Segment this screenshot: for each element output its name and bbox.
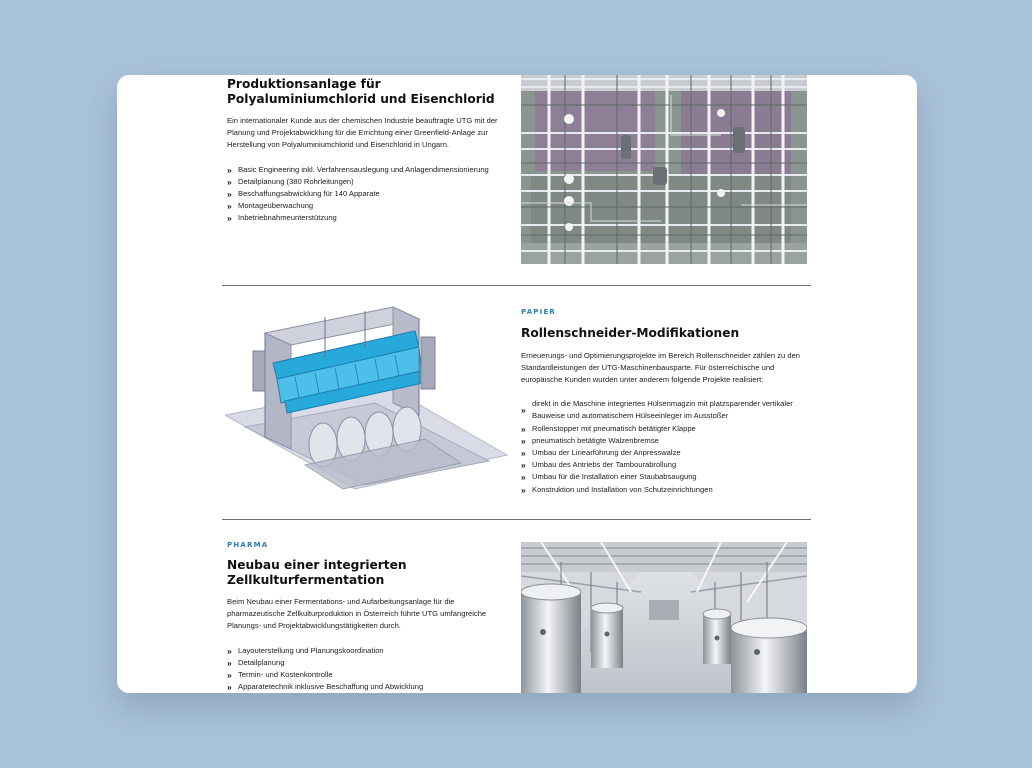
category-label: PHARMA xyxy=(227,541,269,549)
list-item: » Umbau der Linearführung der Anpresswalze xyxy=(521,447,681,458)
chevron-double-right-icon: » xyxy=(521,423,526,434)
list-item: » Apparatetechnik inklusive Beschaffung und Abwicklung xyxy=(227,682,424,693)
list-item: » Konstruktion und Installation von Schutzeinrichtungen xyxy=(521,484,713,495)
list-item: » Termin- und Kostenkontrolle xyxy=(227,670,333,681)
chevron-double-right-icon: » xyxy=(227,657,232,668)
list-item: » Beschaffungsabwicklung für 140 Apparate xyxy=(227,189,380,200)
chevron-double-right-icon: » xyxy=(227,682,232,693)
chevron-double-right-icon: » xyxy=(227,670,232,681)
chevron-double-right-icon: » xyxy=(521,405,526,416)
chevron-double-right-icon: » xyxy=(521,447,526,458)
bullet-list xyxy=(227,164,512,225)
list-item: » direkt in die Maschine integriertes Hülsenmagzin mit platzsparender vertikaler Bauweise und automatischem Hülseeinleger im Ausstoßer xyxy=(521,399,793,421)
chevron-double-right-icon: » xyxy=(521,460,526,471)
chevron-double-right-icon: » xyxy=(521,435,526,446)
section-divider xyxy=(222,285,811,286)
chevron-double-right-icon: » xyxy=(227,213,232,224)
slitter-render-image xyxy=(225,297,515,497)
section-divider xyxy=(222,519,811,520)
list-item: » pneumatisch betätigte Walzenbremse xyxy=(521,435,659,446)
list-item: » Detailplanung xyxy=(227,657,285,668)
chevron-double-right-icon: » xyxy=(227,645,232,656)
section-title: Neubau einer integrierten Zellkulturfermentation xyxy=(227,558,407,587)
section-description: Beim Neubau einer Fermentations- und Aufarbeitungsanlage für die pharmazeutische Zellkulturproduktion in Österreich führte UTG umfangreiche Planungs- und Projektabwicklungstätigkeiten durch. xyxy=(227,597,487,631)
list-item: » Umbau für die Installation einer Staubabsaugung xyxy=(521,472,697,483)
chevron-double-right-icon: » xyxy=(521,472,526,483)
section-description: Erneuerungs- und Optimierungsprojekte im Bereich Rollenschneider zählen zu den Standardleistungen der UTG-Maschinenbausparte. Für österreichische und europäische Kunden wurden unter anderem folgende Projekte realisiert: xyxy=(521,350,801,384)
bullet-list xyxy=(521,398,807,496)
list-item: » Layouterstellung und Planungskoordination xyxy=(227,645,384,656)
section-description: Ein internationaler Kunde aus der chemischen Industrie beauftragte UTG mit der Planung und Projektabwicklung für die Errichtung einer Greenfield-Anlage zur Herstellung von Polyaluminiumchlorid und Eisenchlorid in Ungarn. xyxy=(227,116,498,150)
list-item: » Inbetriebnahmeunterstützung xyxy=(227,213,337,224)
section-title: Produktionsanlage für Polyaluminiumchlorid und Eisenchlorid xyxy=(227,77,495,106)
content-card xyxy=(117,75,917,693)
section-pharma xyxy=(227,541,512,693)
chevron-double-right-icon: » xyxy=(227,164,232,175)
list-item: » Montageüberwachung xyxy=(227,201,314,212)
category-label: PAPIER xyxy=(521,308,557,316)
section-papier xyxy=(521,308,807,496)
section-chemie xyxy=(227,77,512,225)
list-item: » Basic Engineering inkl. Verfahrensauslegung und Anlagendimensionierung xyxy=(227,164,489,175)
section-title: Rollenschneider-Modifikationen xyxy=(521,326,740,340)
list-item: » Umbau des Antriebs der Tambourabrollung xyxy=(521,460,677,471)
chevron-double-right-icon: » xyxy=(227,189,232,200)
pharma-photo-image xyxy=(521,542,807,693)
list-item: » Rollenstopper mit pneumatisch betätigter Klappe xyxy=(521,423,696,434)
plant-render-image xyxy=(521,75,807,264)
bullet-list xyxy=(227,645,512,693)
chevron-double-right-icon: » xyxy=(521,484,526,495)
chevron-double-right-icon: » xyxy=(227,201,232,212)
list-item: » Detailplanung (380 Rohrleitungen) xyxy=(227,176,354,187)
chevron-double-right-icon: » xyxy=(227,176,232,187)
